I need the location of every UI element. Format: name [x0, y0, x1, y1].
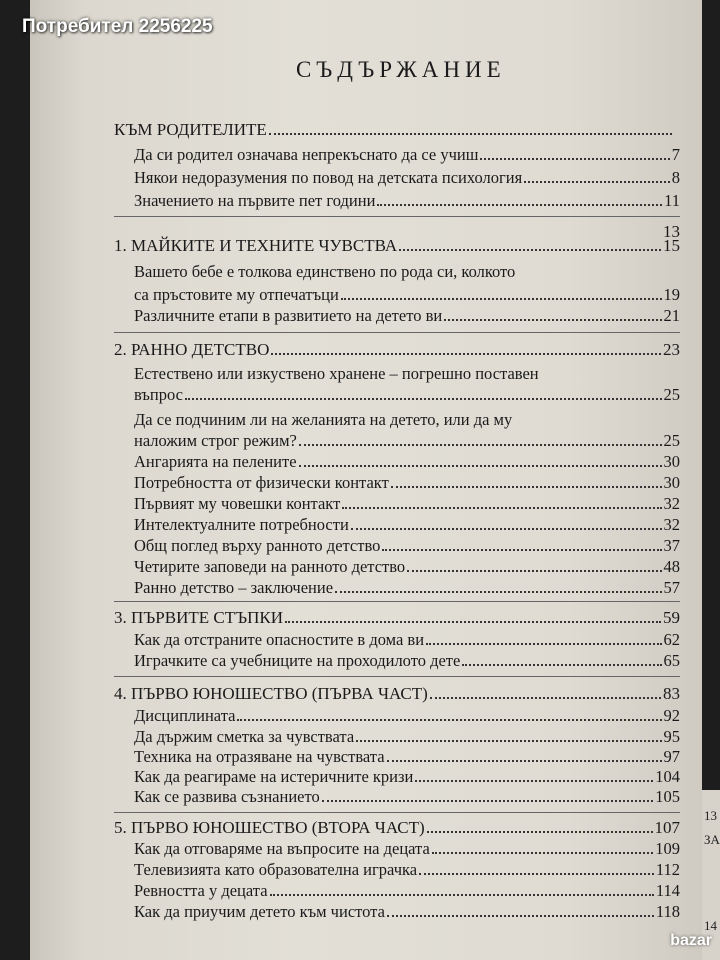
toc-item: Как се развива съзнанието 105 — [134, 787, 680, 806]
user-watermark: Потребител 2256225 — [22, 16, 213, 37]
toc-item: Как да отговаряме на въпросите на децата 109 — [134, 839, 680, 858]
toc-item: Значението на първите пет години 11 — [134, 191, 680, 210]
toc-item: са пръстовите му отпечатъци 19 — [134, 285, 680, 304]
toc-item: Различните етапи в развитието на детето ви 21 — [134, 306, 680, 325]
toc-item: Потребността от физически контакт 30 — [134, 473, 680, 492]
toc-section-first-steps: 3. ПЪРВИТЕ СТЪПКИ 59 — [114, 608, 680, 627]
toc-item: Техника на отразяване на чувствата 97 — [134, 747, 680, 766]
toc-section-mothers: 13 — [663, 222, 680, 241]
toc-item: Как да отстраните опасностите в дома ви 62 — [134, 630, 680, 649]
toc-item: Ранно детство – заключение 57 — [134, 578, 680, 597]
toc-item: Общ поглед върху ранното детство 37 — [134, 536, 680, 555]
toc-item: наложим строг режим? 25 — [134, 431, 680, 450]
section-divider — [114, 601, 680, 602]
toc-item-line: Естествено или изкуствено хранене – погрешно поставен — [134, 364, 539, 383]
toc-section-youth-part2: 5. ПЪРВО ЮНОШЕСТВО (ВТОРА ЧАСТ) 107 — [114, 818, 680, 837]
toc-item: Някои недоразумения по повод на детската психология 8 — [134, 168, 680, 187]
toc-section-parents: КЪМ РОДИТЕЛИТЕ — [114, 120, 674, 140]
site-logo: bazar — [670, 932, 712, 949]
adjacent-page-mark: 14 — [704, 918, 717, 933]
book-page — [30, 0, 702, 960]
section-divider — [114, 812, 680, 813]
toc-section-mothers-title: 1. МАЙКИТЕ И ТЕХНИТЕ ЧУВСТВА 15 — [114, 236, 680, 255]
toc-item-line: Вашето бебе е толкова единствено по рода си, колкото — [134, 262, 516, 281]
toc-section-youth-part1: 4. ПЪРВО ЮНОШЕСТВО (ПЪРВА ЧАСТ) 83 — [114, 684, 680, 703]
toc-item: Да си родител означава непрекъснато да се учиш 7 — [134, 145, 680, 164]
section-divider — [114, 676, 680, 677]
toc-item: Телевизията като образователна играчка 112 — [134, 860, 680, 879]
toc-item: Първият му човешки контакт 32 — [134, 494, 680, 513]
toc-item: Играчките са учебниците на проходилото дете 65 — [134, 651, 680, 670]
toc-item-line: Да се подчиним ли на желанията на детето, или да му — [134, 410, 513, 429]
toc-item: Дисциплината 92 — [134, 706, 680, 725]
toc-item: въпрос 25 — [134, 385, 680, 404]
section-divider — [114, 216, 680, 217]
toc-item: Как да приучим детето към чистота 118 — [134, 902, 680, 921]
page-title: СЪДЪРЖАНИЕ — [296, 57, 506, 82]
section-divider — [114, 332, 680, 333]
table-of-contents — [30, 0, 702, 960]
toc-item: Как да реагираме на истеричните кризи 104 — [134, 767, 680, 786]
toc-item: Ангарията на пелените 30 — [134, 452, 680, 471]
toc-item: Интелектуалните потребности 32 — [134, 515, 680, 534]
toc-section-early-childhood: 2. РАННО ДЕТСТВО 23 — [114, 340, 680, 359]
toc-item: Четирите заповеди на ранното детство 48 — [134, 557, 680, 576]
adjacent-page-mark: 13 — [704, 808, 717, 823]
toc-item: Да държим сметка за чувствата 95 — [134, 727, 680, 746]
toc-item: Ревността у децата 114 — [134, 881, 680, 900]
adjacent-page-mark: ЗА — [704, 832, 720, 847]
